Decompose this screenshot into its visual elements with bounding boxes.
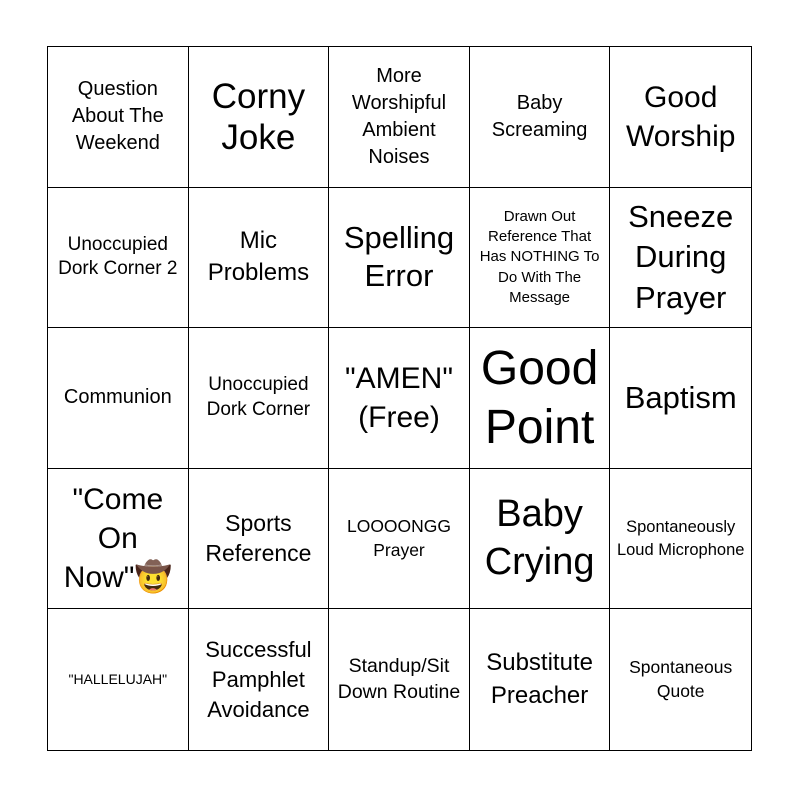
bingo-cell[interactable]: Communion: [48, 328, 189, 469]
bingo-cell[interactable]: Successful Pamphlet Avoidance: [189, 609, 330, 750]
bingo-cell[interactable]: Good Point: [470, 328, 611, 469]
bingo-cell[interactable]: Baby Screaming: [470, 47, 611, 188]
bingo-cell[interactable]: Good Worship: [610, 47, 751, 188]
bingo-cell[interactable]: Substitute Preacher: [470, 609, 611, 750]
bingo-cell[interactable]: More Worshipful Ambient Noises: [329, 47, 470, 188]
bingo-cell[interactable]: "Come On Now"🤠: [48, 469, 189, 610]
bingo-cell[interactable]: Unoccupied Dork Corner 2: [48, 188, 189, 329]
bingo-cell[interactable]: Mic Problems: [189, 188, 330, 329]
bingo-cell[interactable]: Unoccupied Dork Corner: [189, 328, 330, 469]
bingo-cell[interactable]: Corny Joke: [189, 47, 330, 188]
bingo-cell[interactable]: "HALLELUJAH": [48, 609, 189, 750]
bingo-cell[interactable]: Drawn Out Reference That Has NOTHING To Do With The Message: [470, 188, 611, 329]
bingo-cell[interactable]: Spelling Error: [329, 188, 470, 329]
bingo-cell[interactable]: Baby Crying: [470, 469, 611, 610]
bingo-cell[interactable]: Sports Reference: [189, 469, 330, 610]
bingo-board: [47, 46, 752, 751]
bingo-cell[interactable]: Question About The Weekend: [48, 47, 189, 188]
bingo-cell[interactable]: Sneeze During Prayer: [610, 188, 751, 329]
bingo-cell[interactable]: Spontaneous Quote: [629, 657, 733, 701]
bingo-cell[interactable]: Spontaneously Loud Microphone: [610, 469, 751, 610]
bingo-cell[interactable]: Standup/Sit Down Routine: [329, 609, 470, 750]
bingo-cell[interactable]: Baptism: [610, 328, 751, 469]
bingo-cell[interactable]: "AMEN" (Free): [329, 328, 470, 469]
bingo-cell[interactable]: LOOOONGG Prayer: [329, 469, 470, 610]
